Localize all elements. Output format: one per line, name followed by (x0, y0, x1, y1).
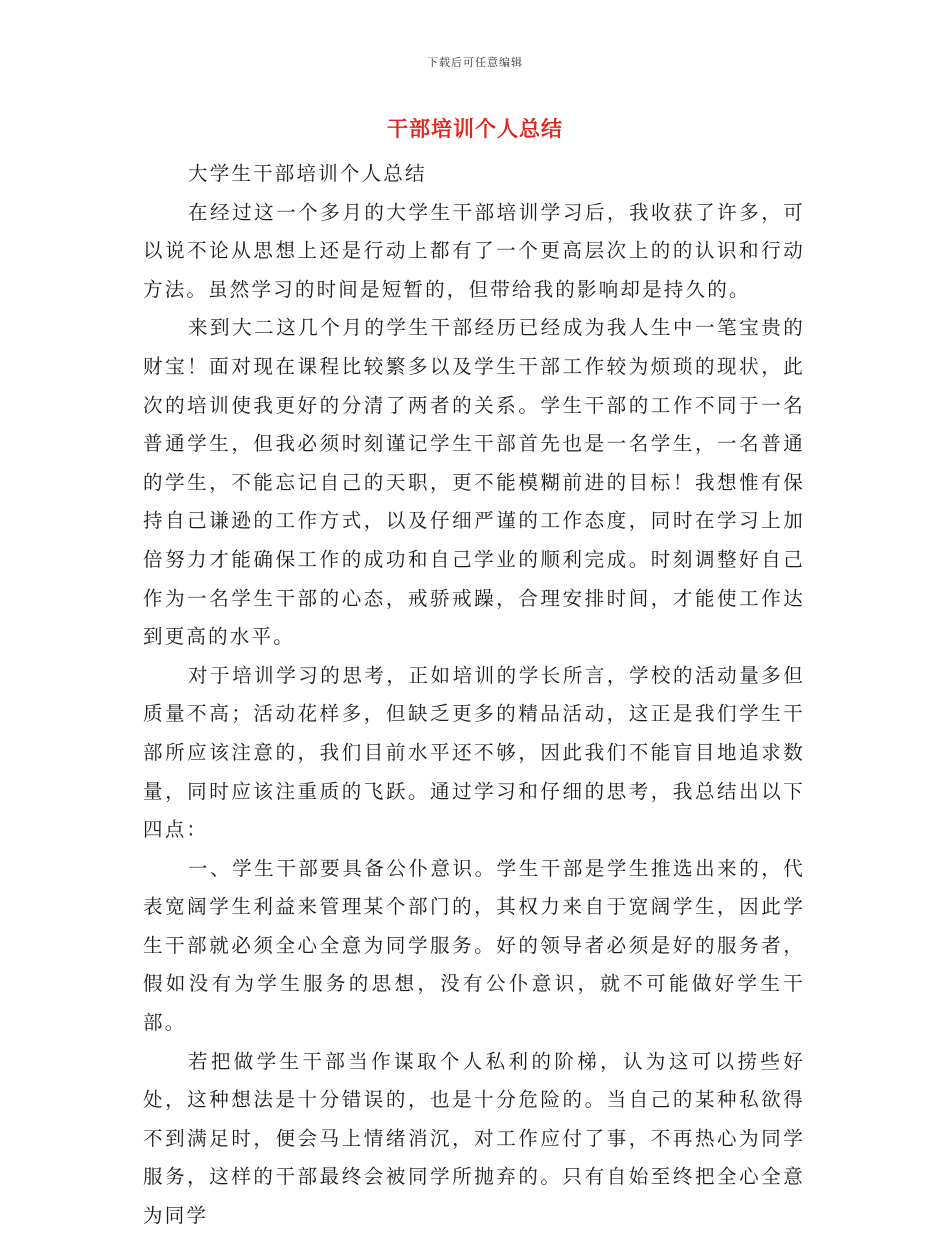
document-body (143, 155, 805, 1236)
body-paragraph: 对于培训学习的思考，正如培训的学长所言，学校的活动量多但质量不高；活动花样多，但缺乏更多的精品活动，这正是我们学生干部所应该注意的，我们目前水平还不够，因此我们不能盲目地追求数量，同时应该注重质的飞跃。通过学习和仔细的思考，我总结出以下四点： (143, 663, 805, 842)
body-paragraph: 在经过这一个多月的大学生干部培训学习后，我收获了许多，可以说不论从思想上还是行动上都有了一个更高层次上的的认识和行动方法。虽然学习的时间是短暂的，但带给我的影响却是持久的。 (143, 200, 805, 301)
document-title: 干部培训个人总结 (387, 116, 563, 141)
body-paragraph: 一、学生干部要具备公仆意识。学生干部是学生推选出来的，代表宽阔学生利益来管理某个部门的，其权力来自于宽阔学生，因此学生干部就必须全心全意为同学服务。好的领导者必须是好的服务者，假如没有为学生服务的思想，没有公仆意识，就不可能做好学生干部。 (143, 856, 805, 1035)
subtitle-paragraph: 大学生干部培训个人总结 (188, 162, 427, 185)
body-paragraph: 若把做学生干部当作谋取个人私利的阶梯，认为这可以捞些好处，这种想法是十分错误的，也是十分危险的。当自己的某种私欲得不到满足时，便会马上情绪消沉，对工作应付了事，不再热心为同学服务，这样的干部最终会被同学所抛弃的。只有自始至终把全心全意为同学 (143, 1049, 805, 1228)
body-paragraph: 来到大二这几个月的学生干部经历已经成为我人生中一笔宝贵的财宝！面对现在课程比较繁多以及学生干部工作较为烦琐的现状，此次的培训使我更好的分清了两者的关系。学生干部的工作不同于一名普通学生，但我必须时刻谨记学生干部首先也是一名学生，一名普通的学生，不能忘记自己的天职，更不能模糊前进的目标！我想惟有保持自己谦逊的工作方式，以及仔细严谨的工作态度，同时在学习上加倍努力才能确保工作的成功和自己学业的顺利完成。时刻调整好自己作为一名学生干部的心态，戒骄戒躁，合理安排时间，才能使工作达到更高的水平。 (143, 316, 805, 649)
header-note: 下载后可任意编辑 (427, 56, 523, 69)
